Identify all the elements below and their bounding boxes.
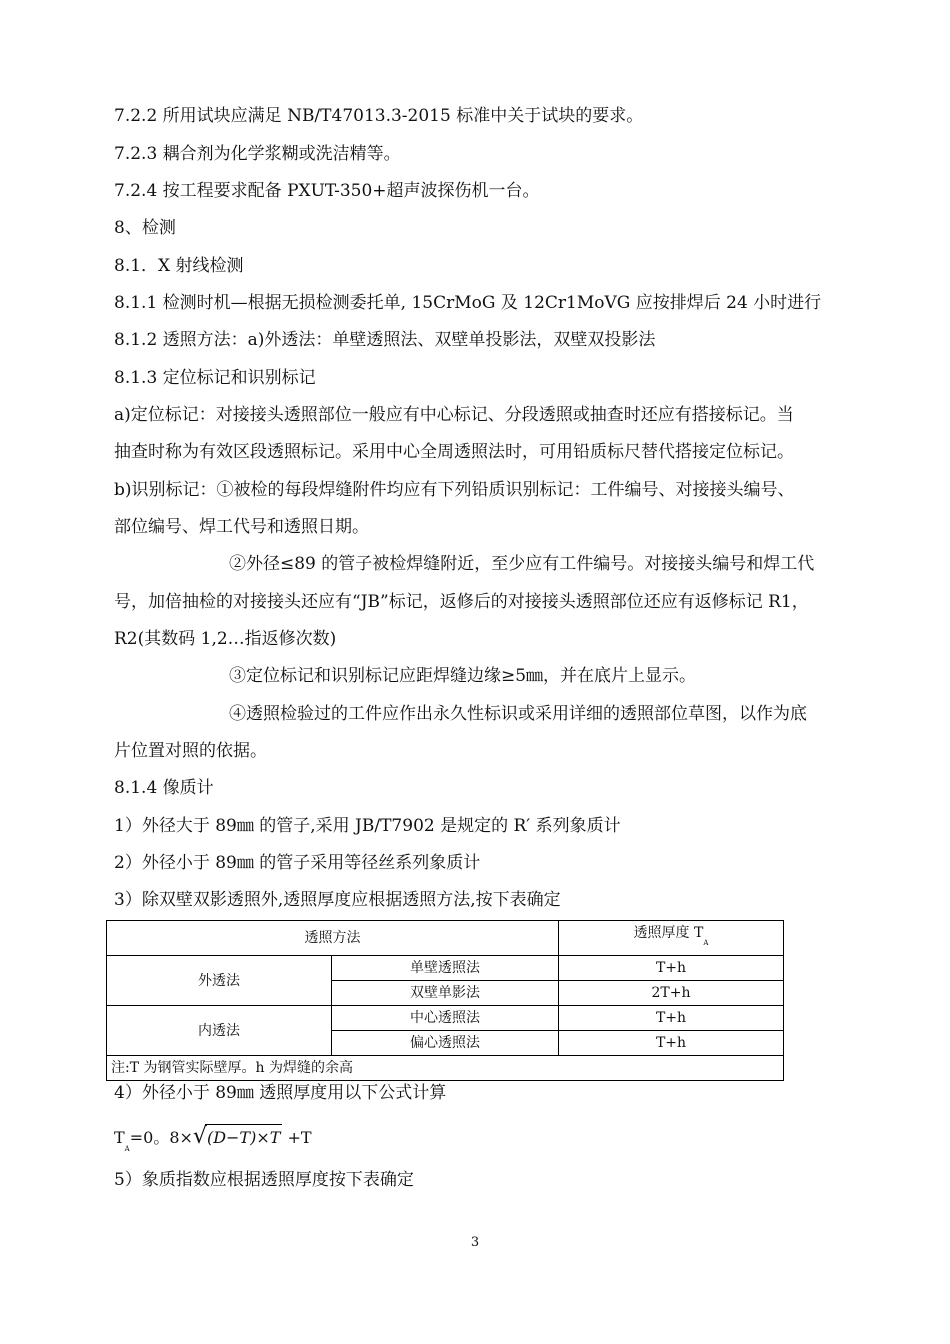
formula-coefficient: =0。8× <box>129 1128 193 1147</box>
thickness-formula <box>114 1124 312 1162</box>
formula-radicand: (D−T)×T <box>205 1124 282 1151</box>
table-cell: 偏心透照法 <box>332 1031 559 1056</box>
thickness-table <box>106 920 784 1081</box>
table-note-row <box>107 1056 784 1081</box>
text-line: 2）外径小于 89㎜ 的管子采用等径丝系列象质计 <box>114 853 481 873</box>
table-header-cell: 透照厚度 $T_A$ <box>559 921 784 956</box>
table-cell: 双壁单影法 <box>332 981 559 1006</box>
text-line: 7.2.2 所用试块应满足 NB/T47013.3-2015 标准中关于试块的要求。 <box>114 106 644 126</box>
table-group-cell: 外透法 <box>107 956 332 1006</box>
table-note: 注:T 为钢管实际壁厚。h 为焊缝的余高 <box>107 1056 784 1081</box>
table-cell: T+h <box>559 1031 784 1056</box>
table-cell: T+h <box>559 956 784 981</box>
table-header-row <box>107 921 784 956</box>
text-line: 4）外径小于 89㎜ 透照厚度用以下公式计算 <box>114 1083 447 1103</box>
table-row <box>107 1006 784 1031</box>
text-line: b)识别标记：①被检的每段焊缝附件均应有下列铅质识别标记：工件编号、对接接头编号、 <box>114 480 795 500</box>
text-line: 3）除双壁双影透照外,透照厚度应根据透照方法,按下表确定 <box>114 890 561 910</box>
text-line: ④透照检验过的工件应作出永久性标识或采用详细的透照部位草图，以作为底 <box>229 704 807 724</box>
text-line: ③定位标记和识别标记应距焊缝边缘≥5㎜，并在底片上显示。 <box>229 666 697 686</box>
section-heading: 8、检测 <box>114 218 176 238</box>
page-number: 3 <box>470 1235 480 1250</box>
table-row <box>107 956 784 981</box>
text-line: a)定位标记：对接接头透照部位一般应有中心标记、分段透照或抽查时还应有搭接标记。当 <box>114 405 794 425</box>
sqrt-symbol: √ <box>192 1124 207 1149</box>
text-line: 片位置对照的依据。 <box>114 741 267 761</box>
formula-lhs: T <box>114 1128 125 1147</box>
formula-tail: +T <box>282 1128 312 1147</box>
text-line: 7.2.4 按工程要求配备 PXUT-350+超声波探伤机一台。 <box>114 181 540 201</box>
table-group-cell: 内透法 <box>107 1006 332 1056</box>
section-heading: 8.1.4 像质计 <box>114 778 214 798</box>
formula-subscript: A <box>124 1145 130 1153</box>
text-line: 8.1.2 透照方法：a)外透法：单壁透照法、双壁单投影法，双壁双投影法 <box>114 330 656 350</box>
text-line: R2(其数码 1,2…指返修次数) <box>114 629 337 649</box>
text-line: 8.1.1 检测时机—根据无损检测委托单, 15CrMoG 及 12Cr1MoVG 应按排焊后 24 小时进行 <box>114 293 822 313</box>
text-line: 号，加倍抽检的对接接头还应有“JB”标记，返修后的对接接头透照部位还应有返修标记 R1， <box>114 592 809 612</box>
text-line: 部位编号、焊工代号和透照日期。 <box>114 517 369 537</box>
text-line: 5）象质指数应根据透照厚度按下表确定 <box>114 1170 414 1190</box>
table-header-cell: 透照方法 <box>107 921 559 956</box>
text-line: 8.1.3 定位标记和识别标记 <box>114 368 316 388</box>
table-cell: T+h <box>559 1006 784 1031</box>
table-cell: 中心透照法 <box>332 1006 559 1031</box>
text-line: 抽查时称为有效区段透照标记。采用中心全周透照法时，可用铅质标尺替代搭接定位标记。 <box>114 442 794 462</box>
text-line: 1）外径大于 89㎜ 的管子,采用 JB/T7902 是规定的 R′ 系列象质计 <box>114 816 621 836</box>
table-cell: 单壁透照法 <box>332 956 559 981</box>
section-heading: 8.1．X 射线检测 <box>114 256 244 276</box>
table-cell: 2T+h <box>559 981 784 1006</box>
text-line: ②外径≤89 的管子被检焊缝附近，至少应有工件编号。对接接头编号和焊工代 <box>229 554 815 574</box>
text-line: 7.2.3 耦合剂为化学浆糊或洗洁精等。 <box>114 144 401 164</box>
